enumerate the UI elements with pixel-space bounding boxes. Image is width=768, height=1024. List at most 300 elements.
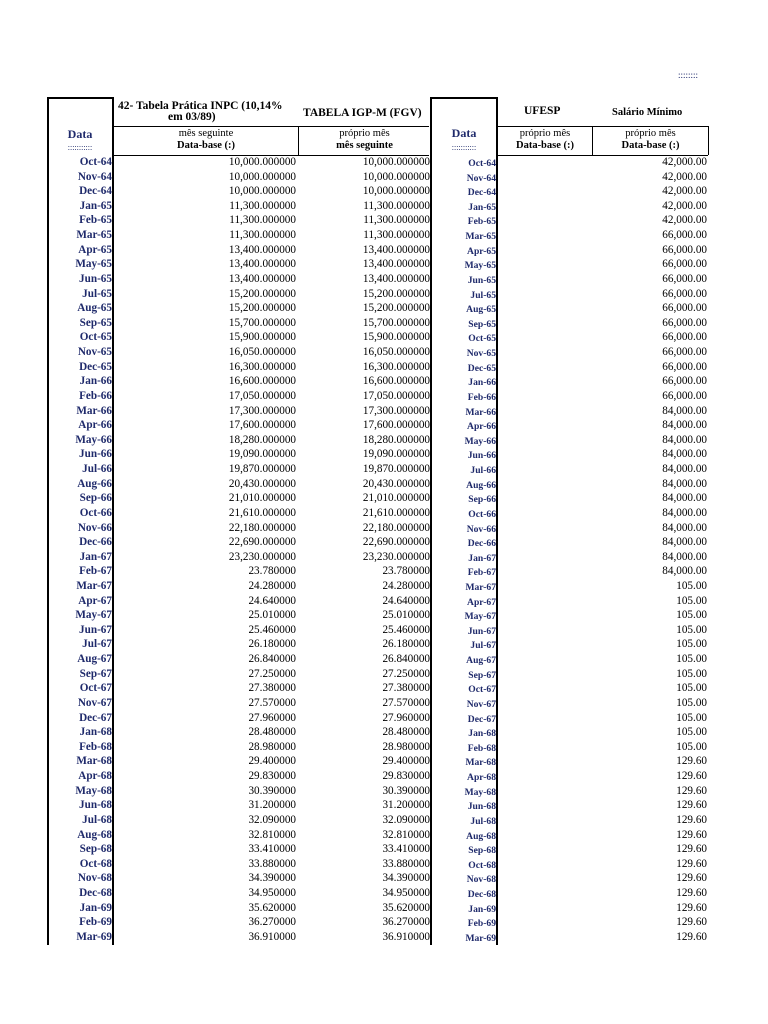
inpc-value-cell: 23,230.000000 [228, 550, 296, 563]
date2-cell: Jun-66 [467, 450, 496, 462]
date-cell: Jul-68 [82, 813, 112, 826]
date2-cell: Apr-66 [467, 421, 496, 433]
date-cell: Jun-66 [79, 448, 112, 461]
igpm-value-cell: 10,000.000000 [362, 185, 430, 198]
date-cell: Nov-65 [77, 346, 112, 359]
table-row [0, 550, 768, 565]
date-cell: Feb-69 [79, 916, 112, 929]
date-cell: Sep-67 [79, 667, 112, 680]
salario-value-cell: 105.00 [676, 623, 707, 636]
date-cell: Nov-64 [77, 170, 112, 183]
inpc-value-cell: 21,010.000000 [228, 492, 296, 505]
table-row [0, 462, 768, 477]
ufesp-column-title: UFESP [524, 105, 561, 117]
igpm-value-cell: 15,200.000000 [362, 287, 430, 300]
inpc-value-cell: 27.960000 [248, 711, 296, 724]
table-row [0, 345, 768, 360]
inpc-value-cell: 10,000.000000 [228, 156, 296, 168]
salario-value-cell: 105.00 [676, 638, 707, 651]
date-cell: May-66 [75, 433, 112, 446]
inpc-value-cell: 16,600.000000 [228, 375, 296, 388]
date2-cell: Jan-67 [468, 552, 496, 564]
igpm-value-cell: 35.620000 [382, 901, 430, 914]
date2-cell: Mar-69 [465, 932, 496, 944]
salario-value-cell: 42,000.00 [662, 185, 707, 198]
table-row [0, 447, 768, 462]
table-row [0, 901, 768, 916]
igpm-value-cell: 36.910000 [382, 930, 430, 943]
date-cell: Sep-66 [79, 492, 112, 505]
inpc-value-cell: 15,700.000000 [228, 316, 296, 329]
igpm-value-cell: 16,300.000000 [362, 360, 430, 373]
inpc-value-cell: 13,400.000000 [228, 243, 296, 256]
inpc-title-line1: 42- Tabela Prática INPC (10,14% [118, 100, 283, 112]
date-cell: Jul-65 [82, 287, 112, 300]
date-cell: Jan-66 [79, 375, 112, 388]
igpm-value-cell: 24.640000 [382, 594, 430, 607]
date2-cell: Mar-67 [465, 581, 496, 593]
table-row [0, 696, 768, 711]
table-row [0, 594, 768, 609]
igpm-value-cell: 21,610.000000 [362, 506, 430, 519]
date-cell: Aug-65 [77, 302, 112, 315]
table-row [0, 521, 768, 536]
table-row [0, 842, 768, 857]
table-row [0, 535, 768, 550]
igpm-value-cell: 16,050.000000 [362, 346, 430, 359]
date-cell: Oct-65 [79, 331, 112, 344]
salario-value-cell: 129.60 [676, 843, 707, 856]
table-row [0, 769, 768, 784]
salario-value-cell: 105.00 [676, 711, 707, 724]
igpm-value-cell: 29.830000 [382, 770, 430, 783]
table-row [0, 857, 768, 872]
table-row [0, 316, 768, 331]
date2-cell: Jun-65 [467, 274, 496, 286]
date2-cell: Feb-67 [467, 567, 496, 579]
date2-cell: Apr-65 [467, 245, 496, 257]
date2-cell: May-66 [464, 435, 496, 447]
inpc-title-line2: em 03/89) [168, 111, 216, 123]
inpc-value-cell: 20,430.000000 [228, 477, 296, 490]
inpc-value-cell: 11,300.000000 [229, 214, 296, 227]
igpm-value-cell: 23.780000 [382, 565, 430, 578]
date-cell: Jan-67 [79, 550, 112, 563]
salario-column-title: Salário Mínimo [612, 107, 683, 118]
date2-cell: Nov-67 [466, 698, 496, 710]
inpc-value-cell: 27.380000 [248, 682, 296, 695]
igpm-value-cell: 23,230.000000 [362, 550, 430, 563]
igpm-value-cell: 27.570000 [382, 696, 430, 709]
table-row [0, 579, 768, 594]
inpc-value-cell: 16,050.000000 [228, 346, 296, 359]
inpc-value-cell: 18,280.000000 [228, 433, 296, 446]
igpm-value-cell: 22,180.000000 [362, 521, 430, 534]
date-cell: Mar-66 [76, 404, 112, 417]
table-row [0, 301, 768, 316]
date-cell: Oct-66 [79, 506, 112, 519]
date2-cell: Jul-67 [470, 640, 496, 652]
igpm-value-cell: 17,600.000000 [362, 419, 430, 432]
table-row [0, 711, 768, 726]
inpc-value-cell: 10,000.000000 [228, 170, 296, 183]
salario-value-cell: 105.00 [676, 579, 707, 592]
date-column-header: Data [67, 127, 93, 141]
igpm-subheader [299, 128, 430, 152]
date-cell: Dec-68 [79, 887, 112, 899]
salario-value-cell: 66,000.00 [662, 346, 707, 359]
date2-cell: Feb-69 [467, 918, 496, 930]
salario-value-cell: 105.00 [676, 682, 707, 695]
salario-value-cell: 129.60 [676, 872, 707, 885]
date2-cell: May-65 [464, 260, 496, 272]
inpc-value-cell: 29.400000 [248, 755, 296, 768]
salario-value-cell: 105.00 [676, 696, 707, 709]
inpc-value-cell: 22,180.000000 [228, 521, 296, 534]
date-cell: Jan-68 [79, 726, 112, 739]
table-row [0, 930, 768, 945]
igpm-value-cell: 19,870.000000 [362, 463, 430, 476]
inpc-subheader [114, 128, 298, 152]
table-row [0, 681, 768, 696]
date-cell: Sep-65 [79, 316, 112, 329]
inpc-value-cell: 28.980000 [248, 740, 296, 753]
date-cell: Oct-67 [79, 682, 112, 695]
date2-cell: Dec-65 [467, 362, 496, 374]
table-top-border [48, 97, 112, 99]
salario-value-cell: 129.60 [676, 887, 707, 899]
date-cell: Nov-67 [77, 696, 112, 709]
table-row [0, 272, 768, 287]
table-row [0, 433, 768, 448]
table-row [0, 418, 768, 433]
table-row [0, 404, 768, 419]
date2-cell: Aug-68 [466, 830, 496, 842]
date-cell: Mar-68 [76, 755, 112, 768]
date-cell: Oct-64 [79, 156, 112, 168]
table-row [0, 915, 768, 930]
salario-value-cell: 84,000.00 [662, 492, 707, 505]
date-cell: Feb-65 [79, 214, 112, 227]
date-cell: Sep-68 [79, 843, 112, 856]
inpc-value-cell: 28.480000 [248, 726, 296, 739]
salario-value-cell: 66,000.00 [662, 375, 707, 388]
igpm-value-cell: 33.880000 [382, 857, 430, 870]
salario-value-cell: 84,000.00 [662, 419, 707, 432]
right-border [708, 126, 709, 155]
salario-value-cell: 84,000.00 [662, 536, 707, 549]
table-row [0, 784, 768, 799]
date-cell: Feb-66 [79, 389, 112, 402]
salario-value-cell: 129.60 [676, 755, 707, 768]
table-top-border-right [431, 97, 497, 99]
table-row [0, 330, 768, 345]
igpm-value-cell: 15,700.000000 [362, 316, 430, 329]
date2-cell: Sep-68 [468, 845, 496, 857]
table-row [0, 155, 768, 170]
table-row [0, 740, 768, 755]
igpm-value-cell: 17,050.000000 [362, 389, 430, 402]
salario-value-cell: 66,000.00 [662, 272, 707, 285]
inpc-value-cell: 24.640000 [248, 594, 296, 607]
date-cell: Aug-67 [77, 653, 112, 666]
inpc-value-cell: 15,200.000000 [228, 287, 296, 300]
date-cell: Mar-67 [76, 579, 112, 592]
table-row [0, 243, 768, 258]
salario-value-cell: 42,000.00 [662, 199, 707, 212]
date2-cell: Jul-68 [470, 815, 496, 827]
igpm-value-cell: 18,280.000000 [362, 433, 430, 446]
date2-cell: Nov-68 [466, 874, 496, 886]
inpc-value-cell: 13,400.000000 [228, 272, 296, 285]
salario-sub2: Data-base (:) [621, 140, 680, 151]
inpc-value-cell: 26.840000 [248, 653, 296, 666]
salario-value-cell: 66,000.00 [662, 316, 707, 329]
date2-cell: Aug-65 [466, 304, 496, 316]
date-cell: Apr-66 [78, 419, 112, 432]
salario-value-cell: 105.00 [676, 594, 707, 607]
date-cell: Jan-69 [79, 901, 112, 914]
salario-value-cell: 129.60 [676, 857, 707, 870]
date-cell: Apr-68 [78, 770, 112, 783]
igpm-value-cell: 30.390000 [382, 784, 430, 797]
date2-cell: Jul-65 [470, 289, 496, 301]
igpm-value-cell: 27.960000 [382, 711, 430, 724]
salario-value-cell: 84,000.00 [662, 404, 707, 417]
igpm-value-cell: 26.840000 [382, 653, 430, 666]
table-row [0, 886, 768, 901]
igpm-value-cell: 27.250000 [382, 667, 430, 680]
table-row [0, 725, 768, 740]
salario-value-cell: 105.00 [676, 667, 707, 680]
salario-value-cell: 105.00 [676, 653, 707, 666]
inpc-value-cell: 34.950000 [248, 887, 296, 899]
table-row [0, 228, 768, 243]
date2-cell: Nov-65 [466, 348, 496, 360]
inpc-value-cell: 17,300.000000 [228, 404, 296, 417]
table-row [0, 213, 768, 228]
date-cell: Jun-65 [79, 272, 112, 285]
date2-column-dots: ::::::::::: [451, 143, 477, 152]
date2-cell: Sep-65 [468, 318, 496, 330]
igpm-value-cell: 33.410000 [382, 843, 430, 856]
date2-cell: Jan-65 [468, 201, 496, 213]
table-row [0, 257, 768, 272]
inpc-value-cell: 19,870.000000 [228, 463, 296, 476]
salario-value-cell: 84,000.00 [662, 448, 707, 461]
date-cell: Jul-66 [82, 463, 112, 476]
inpc-value-cell: 27.570000 [248, 696, 296, 709]
date-cell: Jun-68 [79, 799, 112, 812]
igpm-value-cell: 32.090000 [382, 813, 430, 826]
date-column-dots: ::::::::::: [67, 143, 93, 152]
igpm-value-cell: 21,010.000000 [362, 492, 430, 505]
table-row [0, 491, 768, 506]
salario-value-cell: 129.60 [676, 930, 707, 943]
table-row [0, 170, 768, 185]
inpc-value-cell: 15,900.000000 [228, 331, 296, 344]
salario-subheader [593, 128, 708, 152]
inpc-value-cell: 25.010000 [248, 609, 296, 622]
date2-cell: Oct-67 [468, 684, 496, 696]
igpm-value-cell: 29.400000 [382, 755, 430, 768]
salario-value-cell: 84,000.00 [662, 550, 707, 563]
date2-cell: Dec-67 [467, 713, 496, 725]
date2-cell: Oct-65 [468, 333, 496, 345]
table-row [0, 754, 768, 769]
date2-cell: Dec-64 [467, 187, 496, 199]
ufesp-sub1: próprio mês [519, 128, 571, 139]
igpm-sub1: próprio mês [339, 128, 390, 139]
header-divider-inpc [112, 126, 429, 127]
date2-cell: Dec-66 [467, 538, 496, 550]
date2-cell: Oct-64 [468, 158, 496, 169]
salario-value-cell: 66,000.00 [662, 229, 707, 242]
date2-cell: Oct-66 [468, 508, 496, 520]
table-row [0, 667, 768, 682]
igpm-value-cell: 20,430.000000 [362, 477, 430, 490]
date2-cell: Mar-65 [465, 231, 496, 243]
inpc-sub2: Data-base (:) [176, 140, 236, 151]
date2-cell: Apr-67 [467, 596, 496, 608]
salario-value-cell: 84,000.00 [662, 521, 707, 534]
date2-cell: Jan-68 [468, 728, 496, 740]
header-divider-ufesp [497, 126, 708, 127]
inpc-column-title [118, 101, 298, 123]
inpc-value-cell: 29.830000 [248, 770, 296, 783]
date-cell: Dec-67 [79, 711, 112, 724]
igpm-value-cell: 32.810000 [382, 828, 430, 841]
salario-value-cell: 66,000.00 [662, 243, 707, 256]
table-row [0, 199, 768, 214]
inpc-value-cell: 36.270000 [248, 916, 296, 929]
inpc-value-cell: 27.250000 [248, 667, 296, 680]
igpm-value-cell: 27.380000 [382, 682, 430, 695]
igpm-value-cell: 25.010000 [382, 609, 430, 622]
salario-value-cell: 66,000.00 [662, 302, 707, 315]
salario-value-cell: 84,000.00 [662, 463, 707, 476]
salario-value-cell: 105.00 [676, 740, 707, 753]
inpc-value-cell: 26.180000 [248, 638, 296, 651]
date2-cell: Mar-68 [465, 757, 496, 769]
igpm-value-cell: 11,300.000000 [363, 229, 430, 242]
inpc-value-cell: 30.390000 [248, 784, 296, 797]
inpc-value-cell: 15,200.000000 [228, 302, 296, 315]
table-row [0, 623, 768, 638]
date-cell: Aug-66 [77, 477, 112, 490]
table-row [0, 374, 768, 389]
date-cell: Mar-65 [76, 229, 112, 242]
salario-value-cell: 66,000.00 [662, 287, 707, 300]
salario-value-cell: 129.60 [676, 770, 707, 783]
inpc-value-cell: 34.390000 [248, 872, 296, 885]
date2-cell: May-67 [464, 611, 496, 623]
igpm-value-cell: 28.980000 [382, 740, 430, 753]
salario-value-cell: 66,000.00 [662, 258, 707, 271]
igpm-value-cell: 10,000.000000 [362, 170, 430, 183]
salario-value-cell: 129.60 [676, 916, 707, 929]
igpm-value-cell: 13,400.000000 [362, 243, 430, 256]
date-cell: Jan-65 [79, 199, 112, 212]
igpm-value-cell: 17,300.000000 [362, 404, 430, 417]
salario-value-cell: 84,000.00 [662, 433, 707, 446]
inpc-value-cell: 32.810000 [248, 828, 296, 841]
igpm-value-cell: 15,200.000000 [362, 302, 430, 315]
inpc-value-cell: 35.620000 [248, 901, 296, 914]
inpc-value-cell: 33.410000 [248, 843, 296, 856]
inpc-value-cell: 11,300.000000 [229, 199, 296, 212]
igpm-value-cell: 26.180000 [382, 638, 430, 651]
igpm-column-title: TABELA IGP-M (FGV) [303, 107, 422, 119]
inpc-value-cell: 33.880000 [248, 857, 296, 870]
date2-cell: Oct-68 [468, 859, 496, 871]
date2-cell: Nov-66 [466, 523, 496, 535]
salario-value-cell: 84,000.00 [662, 477, 707, 490]
date2-cell: Feb-66 [467, 391, 496, 403]
ufesp-sub2: Data-base (:) [515, 140, 575, 151]
salario-value-cell: 129.60 [676, 901, 707, 914]
salario-value-cell: 66,000.00 [662, 389, 707, 402]
table-row [0, 828, 768, 843]
table-row [0, 564, 768, 579]
inpc-value-cell: 25.460000 [248, 623, 296, 636]
table-row [0, 652, 768, 667]
inpc-value-cell: 24.280000 [248, 579, 296, 592]
date-cell: Mar-69 [76, 930, 112, 943]
date2-cell: Aug-67 [466, 655, 496, 667]
date2-cell: Jun-67 [467, 625, 496, 637]
igpm-sub2: mês seguinte [336, 140, 393, 151]
igpm-value-cell: 36.270000 [382, 916, 430, 929]
igpm-value-cell: 22,690.000000 [362, 536, 430, 549]
date-cell: Oct-68 [79, 857, 112, 870]
date-cell: Nov-66 [77, 521, 112, 534]
igpm-value-cell: 16,600.000000 [362, 375, 430, 388]
table-row [0, 477, 768, 492]
date2-cell: Mar-66 [465, 406, 496, 418]
inpc-value-cell: 16,300.000000 [228, 360, 296, 373]
igpm-value-cell: 11,300.000000 [363, 199, 430, 212]
igpm-value-cell: 31.200000 [382, 799, 430, 812]
salario-value-cell: 129.60 [676, 784, 707, 797]
date2-cell: Dec-68 [467, 889, 496, 900]
igpm-value-cell: 11,300.000000 [363, 214, 430, 227]
date-cell: Apr-67 [78, 594, 112, 607]
table-row [0, 287, 768, 302]
igpm-value-cell: 24.280000 [382, 579, 430, 592]
date-cell: May-67 [75, 609, 112, 622]
inpc-value-cell: 10,000.000000 [228, 185, 296, 198]
date-cell: Dec-65 [79, 360, 112, 373]
salario-value-cell: 129.60 [676, 813, 707, 826]
date-cell: Nov-68 [77, 872, 112, 885]
igpm-value-cell: 15,900.000000 [362, 331, 430, 344]
date2-cell: Jan-69 [468, 903, 496, 915]
igpm-value-cell: 13,400.000000 [362, 272, 430, 285]
table-row [0, 637, 768, 652]
inpc-value-cell: 21,610.000000 [228, 506, 296, 519]
salario-value-cell: 129.60 [676, 799, 707, 812]
date-cell: Dec-66 [79, 536, 112, 549]
date2-cell: Sep-67 [468, 669, 496, 681]
salario-value-cell: 105.00 [676, 609, 707, 622]
table-row [0, 608, 768, 623]
date-cell: May-68 [75, 784, 112, 797]
date2-cell: Feb-65 [467, 216, 496, 228]
inpc-value-cell: 19,090.000000 [228, 448, 296, 461]
igpm-value-cell: 28.480000 [382, 726, 430, 739]
inpc-value-cell: 17,600.000000 [228, 419, 296, 432]
